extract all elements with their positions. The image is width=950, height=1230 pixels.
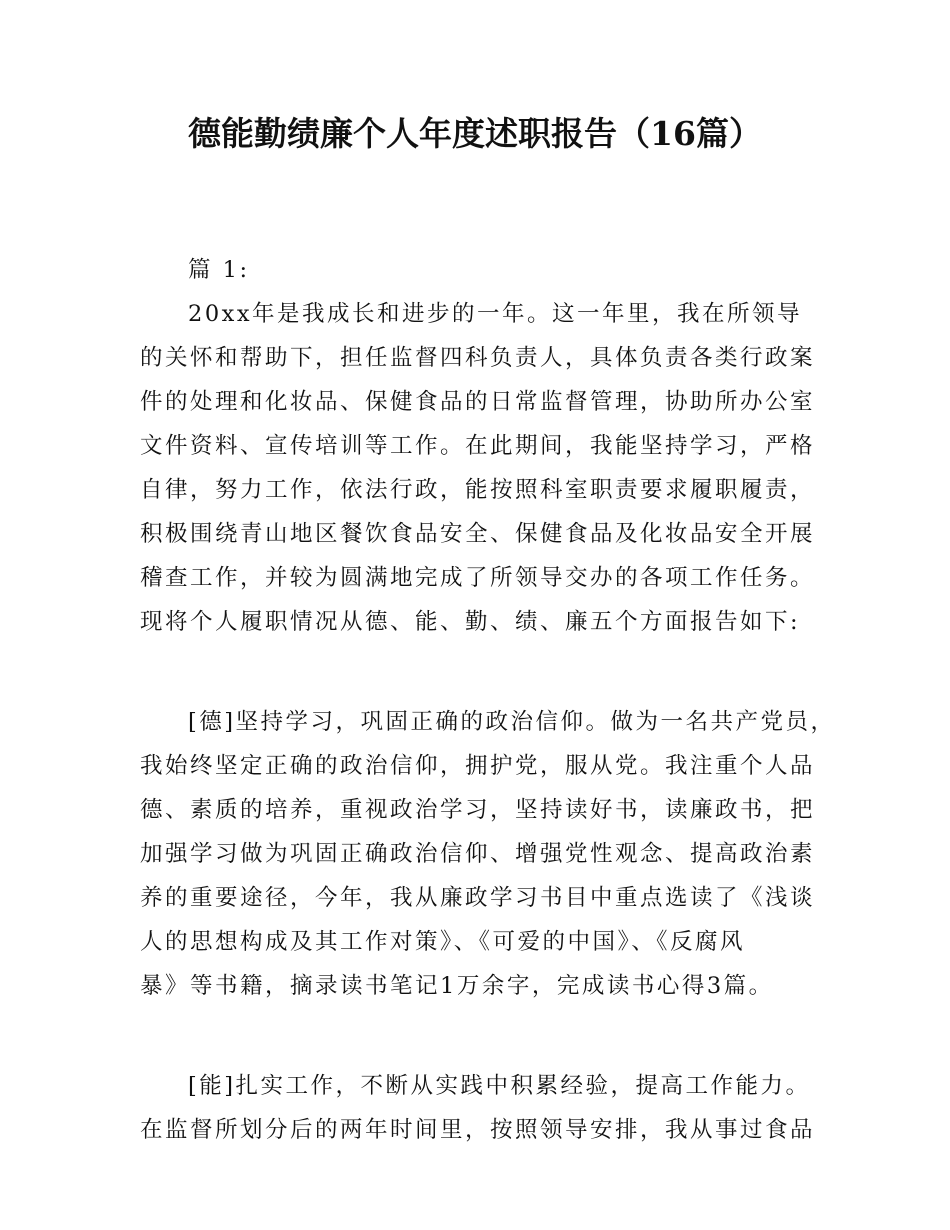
paragraph-line: 20xx年是我成长和进步的一年。这一年里，我在所领导 (188, 301, 803, 327)
paragraph-line: 在监督所划分后的两年时间里，按照领导安排，我从事过食品 (140, 1117, 816, 1143)
paragraph-intro (140, 292, 820, 644)
section-label: 篇 1: (188, 257, 250, 283)
paragraph-line: 养的重要途径，今年，我从廉政学习书目中重点选读了《浅谈 (140, 885, 816, 911)
paragraph-de (140, 700, 836, 1008)
paragraph-line: 积极围绕青山地区餐饮食品安全、保健食品及化妆品安全开展 (140, 521, 816, 547)
paragraph-line: 我始终坚定正确的政治信仰，拥护党，服从党。我注重个人品 (140, 753, 816, 779)
document-title: 德能勤绩廉个人年度述职报告（16篇） (188, 114, 762, 153)
paragraph-line: 自律，努力工作，依法行政，能按照科室职责要求履职履责， (140, 477, 816, 503)
paragraph-line: 人的思想构成及其工作对策》、《可爱的中国》、《反腐风 (140, 929, 746, 955)
document-body (140, 248, 836, 1152)
paragraph-line: [能]扎实工作，不断从实践中积累经验，提高工作能力。 (188, 1073, 811, 1099)
paragraph-line: 加强学习做为巩固正确政治信仰、增强党性观念、提高政治素 (140, 841, 816, 867)
paragraph-line: 德、素质的培养，重视政治学习，坚持读好书，读廉政书，把 (140, 797, 816, 823)
paragraph-neng (140, 1064, 820, 1152)
paragraph-spacer (140, 644, 820, 700)
paragraph-spacer (140, 1008, 820, 1064)
paragraph-line: [德]坚持学习，巩固正确的政治信仰。做为一名共产党员， (188, 709, 836, 735)
paragraph-line: 的关怀和帮助下，担任监督四科负责人，具体负责各类行政案 (140, 345, 816, 371)
paragraph-line: 现将个人履职情况从德、能、勤、绩、廉五个方面报告如下: (140, 609, 801, 635)
paragraph-line: 件的处理和化妆品、保健食品的日常监督管理，协助所办公室 (140, 389, 816, 415)
paragraph-line: 暴》等书籍，摘录读书笔记1万余字，完成读书心得3篇。 (140, 973, 774, 999)
paragraph-line: 文件资料、宣传培训等工作。在此期间，我能坚持学习，严格 (140, 433, 816, 459)
paragraph-line: 稽查工作，并较为圆满地完成了所领导交办的各项工作任务。 (140, 565, 816, 591)
